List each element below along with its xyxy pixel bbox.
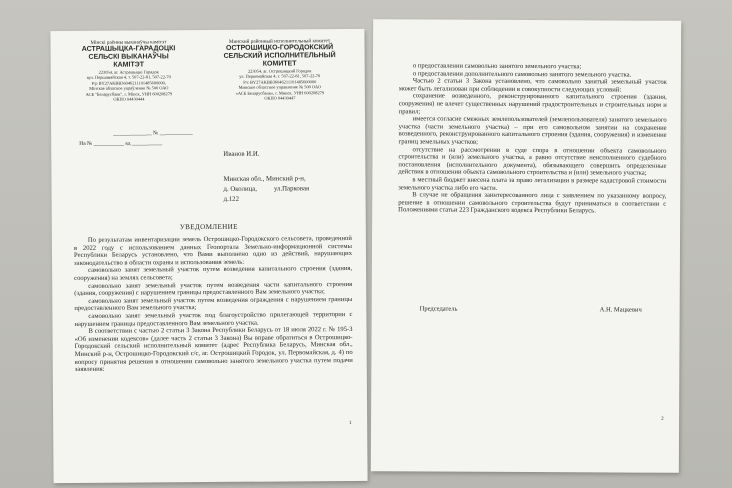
paragraph: В соответствии с частью 2 статьи 3 Закона Республики Беларусь от 18 июля 2022 г. № 195-З «Об изменении кодексов» (далее часть 2 статьи 3 Закона) Вы вправе обратиться в Острошицко-Городокский сельский исполнительный комитет (адрес Республика Беларусь, Минская обл., Минский р-н, Острошицко-Городокский с/с, аг. Острошицкий Городок, ул. Первомайская, д. 4) по вопросу принятия решения в отношении самовольно занятого земельного участка путем подачи заявления: [74,326,353,374]
committee-name-ru: Минский районный исполнительный комитет [228,38,331,45]
paragraph: самовольно занят земельный участок путем возведения капитального строения (здания, сооружения) на землях сельсовета; [74,265,353,282]
outgoing-ref-line: ______________ № ____________ [113,130,193,137]
addressee-name: Иванов И.И. [223,150,260,158]
paragraph: самовольно занят земельный участок путем возведения части капитального строения (здания, сооружения) с нарушением границы предоставленного Вам земельного участка; [74,280,353,298]
letterhead-belarusian [64,39,192,102]
paragraph: самовольно занят земельный участок путем возведения ограждения с нарушением границы предоставленного Вам земельного участка; [74,295,353,313]
signatory-title: Председатель [419,305,458,313]
committee-name-by: Мінскі раённы выканаўчы камітэт [90,39,167,46]
addressee-line-1: Минская обл., Минский р-н, [223,175,306,183]
paragraph: По результатам инвентаризации земель Острошицко-Городокского сельсовета, проведенной в 2022 году с использованием данных Геопортала Земельно-информационной системы Республики Беларусь установлено, что Вами выполнено одно из действий, нарушающих законодательство в области охраны и использования земель: [73,235,353,267]
page-number: 1 [349,421,352,427]
org-address-ru: 223054, аг. Острошицкий Городок ул. Первомайская 4, т. 507-22-81, 507-22-70 Р/с BY27AKBB36046211101485600000 Минское областное управление № 500 ОАО «АСБ Беларусбанк», г. Минск, УНН 600208279 ОКПО 04430447 [235,68,325,101]
org-name-ru: ОСТРОШИЦКО-ГОРОДОКСКИЙ СЕЛЬСКИЙ ИСПОЛНИТЕЛЬНЫЙ КОМИТЕТ [223,44,336,68]
document-title: УВЕДОМЛЕНИЕ [179,222,238,232]
paragraph: о предоставлении самовольно занятого земельного участка; [412,62,582,71]
signatory-name: А.Н. Мацкевич [599,306,642,314]
paragraph: Частью 2 статьи 3 Закона установлено, что самовольно занятый земельный участок может быть легализован при соблюдении в совокупности следующих условий: [398,77,667,94]
org-name-by: АСТРАШЫЦКА-ГАРАДОЦКІ СЕЛЬСКІ ВЫКАНАЎЧЫ КАМІТЭТ [81,45,176,69]
paragraph: отсутствие на рассмотрении в суде спора в отношении объекта самовольного строительства и (или) земельного участка, а равно отсутствие неисполненного судебного постановления (исполнительного документа), обязывающего совершить определенные действия в отношении объекта самовольного строительства и (или) земельного участка; [398,145,667,177]
document-page-2 [371,19,681,473]
page-1-body [74,235,353,374]
paragraph: В случае не обращения заинтересованного лица с заявлением по указанному вопросу, решение в отношении самовольного строительства будут приниматься в соответствии с Положениями статьи 223 Гражданского кодекса Республики Беларусь. [398,191,667,215]
paragraph: в местный бюджет внесена плата за право легализации в размере кадастровой стоимости земельного участка либо его части. [398,176,667,192]
letterhead-russian [204,38,354,101]
addressee-line-3: д.122 [223,195,239,203]
paragraph: имеется согласие смежных землепользователей (землепользователя) занятого земельного участка (части земельного участка) – при его самовольном занятии на сохранение возведенного, реконструированного капитального строения (здания, сооружения) и изменение границ земельных участков; [398,115,667,146]
org-address-by: 223054, аг. Астрашыцкі Гарадок вул. Першамайская 4, т. 507-22-81, 507-22-70 Р/р BY27AKBB36046211101485600000, Мінскае абласное упраўленне № 500 ОАО АСБ "Беларусбанк", г. Мінск, УНН 600208279 ОКПО 04430444 [85,69,173,102]
page-number: 2 [661,416,664,422]
paragraph: сохранение возведенного, реконструированного капитального строения (здания, сооружения) не влечет существенных нарушений градостроительных и строительных норм и правил; [398,92,667,116]
paragraph: о предоставлении дополнительного самовольно занятого земельного участка. [412,69,632,79]
addressee-line-2: д. Околица, ул.Парковая [223,185,310,193]
page-2-body [398,62,667,215]
incoming-ref-line: На № ___________ ад ___________ [79,140,163,147]
paragraph: самовольно занят земельный участок под благоустройство прилегающей территории с нарушением границы предоставленного Вам земельного участка. [74,310,353,328]
document-page-1 [50,29,367,483]
